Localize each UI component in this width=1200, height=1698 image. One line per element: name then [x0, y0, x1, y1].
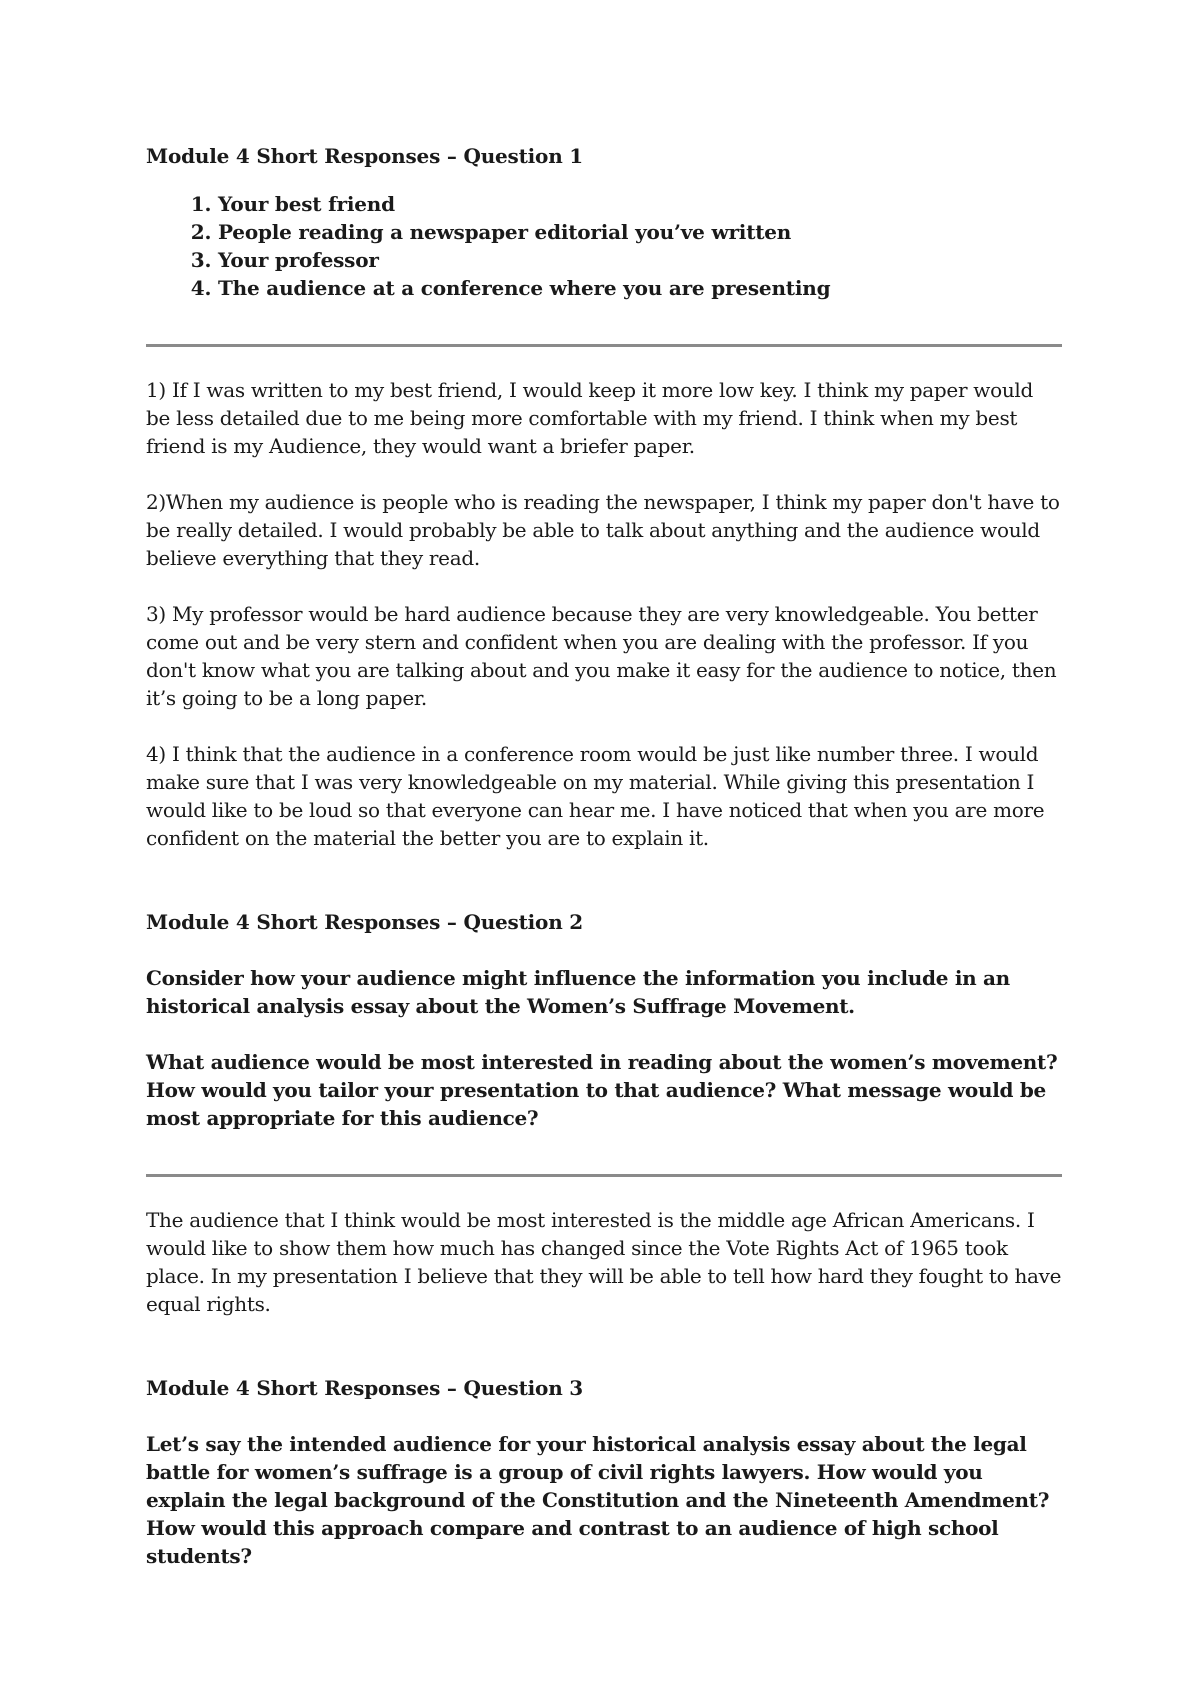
question2-heading: Module 4 Short Responses – Question 2 — [146, 910, 584, 934]
list-item: 1. Your best friend — [218, 190, 1062, 218]
question1-heading: Module 4 Short Responses – Question 1 — [146, 144, 584, 168]
list-item: 2. People reading a newspaper editorial you’ve written — [218, 218, 1062, 246]
question1-list — [146, 190, 1062, 302]
question1-answer-4: 4) I think that the audience in a conference room would be just like number three. I would make sure that I was very knowledgeable on my material. While giving this presentation I would like to be loud so that everyone can hear me. I have noticed that when you are more confident on the material the better you are to explain it. — [146, 742, 1045, 850]
question2-prompt-1: Consider how your audience might influence the information you include in an historical analysis essay about the Women’s Suffrage Movement. — [146, 966, 1010, 1018]
question3-heading: Module 4 Short Responses – Question 3 — [146, 1376, 584, 1400]
question1-answer-3: 3) My professor would be hard audience because they are very knowledgeable. You better come out and be very stern and confident when you are dealing with the professor. If you don't know what you are talking about and you make it easy for the audience to notice, then it’s going to be a long paper. — [146, 602, 1057, 710]
question1-answer-1: 1) If I was written to my best friend, I would keep it more low key. I think my paper would be less detailed due to me being more comfortable with my friend. I think when my best friend is my Audience, they would want a briefer paper. — [146, 378, 1033, 458]
document-page — [146, 142, 1062, 1570]
question2-prompt-2: What audience would be most interested in reading about the women’s movement? How would you tailor your presentation to that audience? What message would be most appropriate for this audience? — [146, 1050, 1058, 1130]
question3-prompt: Let’s say the intended audience for your historical analysis essay about the legal battle for women’s suffrage is a group of civil rights lawyers. How would you explain the legal background of the Constitution and the Nineteenth Amendment? How would this approach compare and contrast to an audience of high school students? — [146, 1432, 1050, 1568]
question1-answer-2: 2)When my audience is people who is reading the newspaper, I think my paper don't have to be really detailed. I would probably be able to talk about anything and the audience would believe everything that they read. — [146, 490, 1060, 570]
list-item: 3. Your professor — [218, 246, 1062, 274]
list-item: 4. The audience at a conference where you are presenting — [218, 274, 1062, 302]
question2-answer: The audience that I think would be most interested is the middle age African Americans. I would like to show them how much has changed since the Vote Rights Act of 1965 took place. In my presentation I believe that they will be able to tell how hard they fought to have equal rights. — [146, 1208, 1062, 1316]
